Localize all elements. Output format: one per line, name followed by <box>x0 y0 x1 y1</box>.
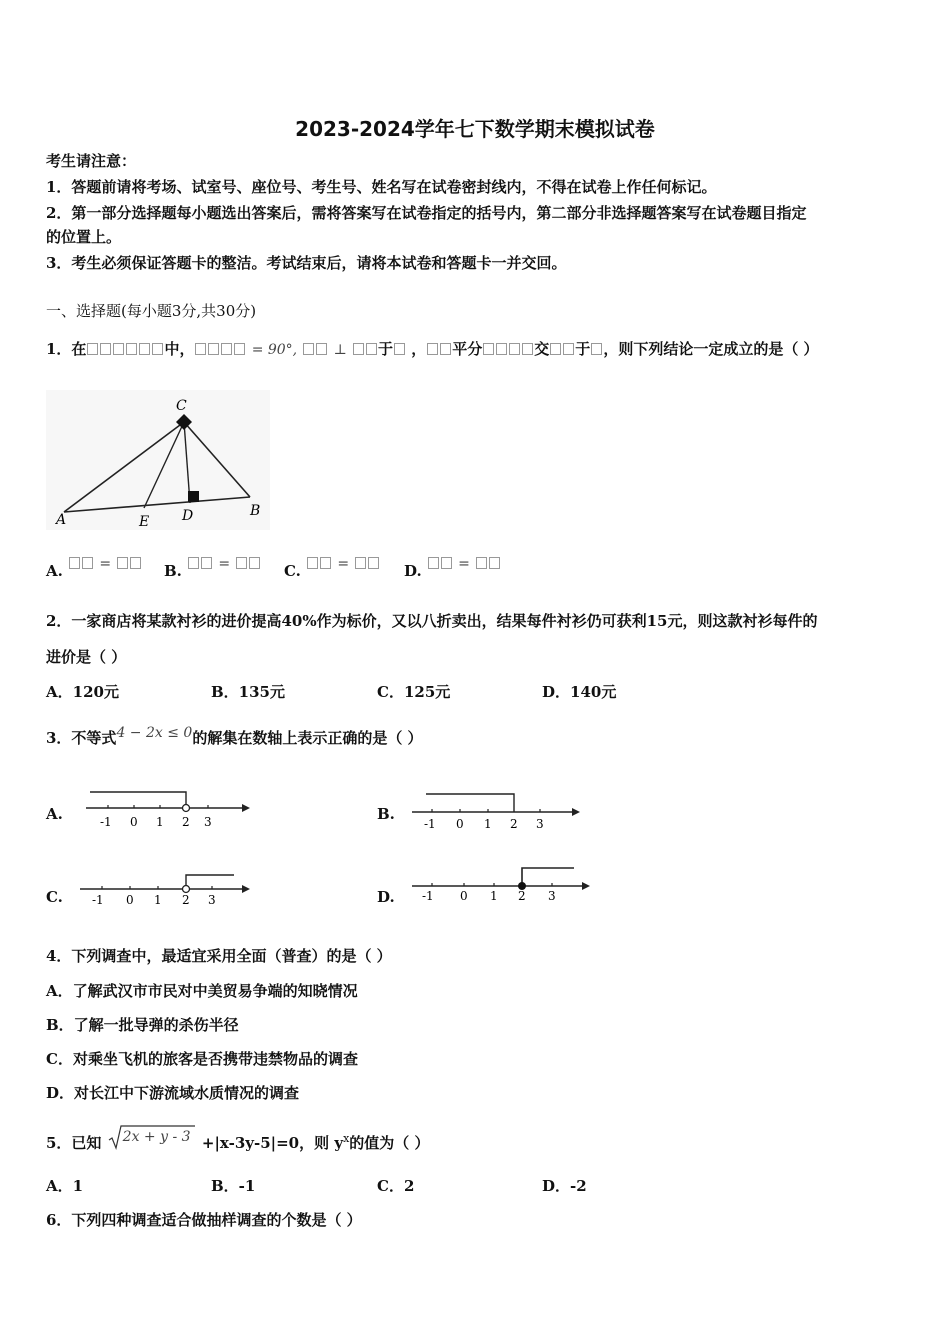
tick-b-2: 2 <box>510 817 518 831</box>
notice-item-2: 2．第一部分选择题每小题选出答案后，需将答案写在试卷指定的括号内，第二部分非选择题答案写在试卷题目指定 <box>46 204 807 222</box>
q1-option-b[interactable] <box>164 556 261 581</box>
tick-c-1: 1 <box>154 893 162 907</box>
q1-option-d[interactable] <box>404 556 501 581</box>
q1-mid1: 中， <box>164 340 195 358</box>
q1-option-c-label: C. <box>284 562 301 580</box>
q3-option-b-label[interactable]: B. <box>377 805 395 823</box>
tick-d-0: 0 <box>460 889 468 903</box>
label-e: E <box>139 514 150 530</box>
question-2-line1: 2．一家商店将某款衬衫的进价提高40%作为标价，又以八折卖出，结果每件衬衫仍可获利15元，则这款衬衫每件的 <box>46 612 818 630</box>
label-a: A <box>56 512 67 528</box>
q3-suffix: 的解集在数轴上表示正确的是（ ） <box>192 729 423 747</box>
tick-d-m1: -1 <box>422 889 434 903</box>
tick-d-1: 1 <box>490 889 498 903</box>
q3-expr: 4 − 2x ≤ 0 <box>116 725 193 741</box>
q5-sqrt <box>107 1124 197 1148</box>
q1-yu2: 于 <box>575 340 591 358</box>
q1-option-d-label: D. <box>404 562 422 580</box>
q3-option-c-label[interactable]: C. <box>46 888 63 906</box>
label-d: D <box>182 508 194 524</box>
tick-a-1: 1 <box>156 815 164 829</box>
question-5-stem <box>46 1130 430 1156</box>
q1-angle: = 90°, <box>251 342 298 358</box>
q3-option-d-label[interactable]: D. <box>377 888 395 906</box>
section-heading: 一、选择题(每小题3分,共30分) <box>46 302 257 320</box>
q5-prefix: 5．已知 <box>46 1134 102 1152</box>
q5-option-c[interactable]: C．2 <box>377 1177 415 1195</box>
q5-sup: x <box>343 1132 350 1145</box>
tick-d-3: 3 <box>548 889 556 903</box>
tick-a-0: 0 <box>130 815 138 829</box>
question-3-stem <box>46 725 423 748</box>
question-4-stem: 4．下列调查中，最适宜采用全面（普查）的是（ ） <box>46 947 392 965</box>
q1-number: 1．在 <box>46 340 87 358</box>
q5-option-d[interactable]: D．-2 <box>542 1177 587 1195</box>
notice-item-3: 3．考生必须保证答题卡的整洁。考试结束后，请将本试卷和答题卡一并交回。 <box>46 254 567 272</box>
q1-perp: ⊥ <box>333 342 347 358</box>
tick-a-3: 3 <box>204 815 212 829</box>
tick-d-2: 2 <box>518 889 526 903</box>
tick-c-m1: -1 <box>92 893 104 907</box>
tick-b-m1: -1 <box>424 817 436 831</box>
q1-option-b-eq: = <box>218 556 231 572</box>
page-title: 2023-2024学年七下数学期末模拟试卷 <box>295 117 655 141</box>
q4-option-d[interactable]: D．对长江中下游流域水质情况的调查 <box>46 1084 300 1102</box>
q1-option-a-eq: = <box>99 556 112 572</box>
number-line-d <box>408 862 594 908</box>
q4-option-c[interactable]: C．对乘坐飞机的旅客是否携带违禁物品的调查 <box>46 1050 358 1068</box>
tick-c-0: 0 <box>126 893 134 907</box>
q1-option-c-eq: = <box>337 556 350 572</box>
question-6-stem: 6．下列四种调查适合做抽样调查的个数是（ ） <box>46 1211 362 1229</box>
tick-b-3: 3 <box>536 817 544 831</box>
q3-option-a-label[interactable]: A. <box>46 805 63 823</box>
q1-yu1: 于 <box>378 340 394 358</box>
q3-prefix: 3．不等式 <box>46 729 117 747</box>
notice-item-2-cont: 的位置上。 <box>46 228 122 246</box>
q1-tail: ，则下列结论一定成立的是（ ） <box>603 340 819 358</box>
q5-radicand: 2x + y - 3 <box>122 1129 191 1145</box>
q2-option-d[interactable]: D．140元 <box>542 683 617 701</box>
number-line-c <box>76 868 254 914</box>
q1-jiao: 交 <box>534 340 550 358</box>
label-b: B <box>250 503 261 519</box>
tick-b-1: 1 <box>484 817 492 831</box>
q1-option-a-label: A. <box>46 562 63 580</box>
q1-option-a[interactable] <box>46 556 142 581</box>
q1-pingfen: 平分 <box>452 340 483 358</box>
q4-option-b[interactable]: B．了解一批导弹的杀伤半径 <box>46 1016 239 1034</box>
tick-b-0: 0 <box>456 817 464 831</box>
q5-tail: 的值为（ ） <box>349 1134 430 1152</box>
question-2-line2: 进价是（ ） <box>46 648 127 666</box>
q5-suffix: +|x-3y-5|=0，则 y <box>201 1134 344 1152</box>
notice-item-1: 1．答题前请将考场、试室号、座位号、考生号、姓名写在试卷密封线内，不得在试卷上作任何标记。 <box>46 178 717 196</box>
tick-a-m1: -1 <box>100 815 112 829</box>
q2-option-b[interactable]: B．135元 <box>211 683 285 701</box>
tick-c-3: 3 <box>208 893 216 907</box>
notice-heading: 考生请注意： <box>46 152 137 170</box>
question-1-stem: 1．在 中， = 90°, ⊥ 于 ， 平分 交 于 ，则下列结论一定成立的是（ ） <box>46 340 819 358</box>
number-line-b <box>408 788 584 834</box>
triangle-figure <box>46 390 270 530</box>
q2-option-c[interactable]: C．125元 <box>377 683 451 701</box>
tick-a-2: 2 <box>182 815 190 829</box>
q5-option-a[interactable]: A．1 <box>46 1177 84 1195</box>
q5-option-b[interactable]: B．-1 <box>211 1177 256 1195</box>
q4-option-a[interactable]: A．了解武汉市市民对中美贸易争端的知晓情况 <box>46 982 358 1000</box>
tick-c-2: 2 <box>182 893 190 907</box>
q1-option-b-label: B. <box>164 562 182 580</box>
q2-option-a[interactable]: A．120元 <box>46 683 119 701</box>
label-c: C <box>176 398 187 414</box>
number-line-a <box>82 786 252 832</box>
q1-option-c[interactable] <box>284 556 380 581</box>
q1-option-d-eq: = <box>458 556 470 572</box>
